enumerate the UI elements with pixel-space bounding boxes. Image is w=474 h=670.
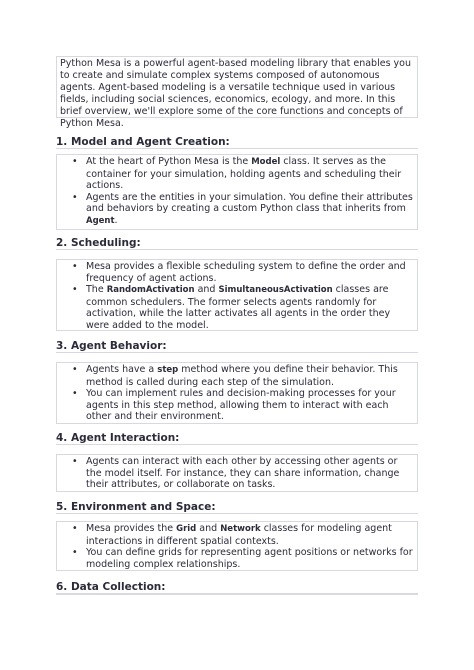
list-item: • Agents can interact with each other by accessing other agents or the model itself. For instance, they can share information, change their attributes, or collaborate on tasks. [86,456,414,491]
section-heading-interaction: 4. Agent Interaction: [56,432,418,445]
section-heading-model: 1. Model and Agent Creation: [56,136,418,149]
list-item: • Mesa provides the Grid and Network classes for modeling agent interactions in different spatial contexts. [86,523,414,547]
section-heading-environment: 5. Environment and Space: [56,501,418,514]
section-heading-data-collection: 6. Data Collection: [56,581,418,594]
section-list-behavior [56,362,418,424]
list-item: • Agents have a step method where you define their behavior. This method is called during each step of the simulation. [86,364,414,388]
list-item: • The RandomActivation and SimultaneousActivation classes are common schedulers. The former selects agents randomly for activation, while the latter activates all agents in the order they were added to the model. [86,284,414,331]
section-list-data-collection [56,594,418,595]
section-list-interaction [56,454,418,492]
bullet-list [60,156,414,227]
code-term: RandomActivation [106,285,195,295]
code-term: SimultaneousActivation [218,285,333,295]
section-heading-scheduling: 2. Scheduling: [56,237,418,250]
section-list-model [56,154,418,230]
bullet-list [60,523,414,570]
section-list-environment [56,521,418,571]
section-heading-behavior: 3. Agent Behavior: [56,340,418,353]
bullet-list [60,261,414,331]
list-item: • At the heart of Python Mesa is the Model class. It serves as the container for your simulation, holding agents and scheduling their actions. [86,156,414,192]
code-term: Agent [86,215,115,226]
bullet-list [60,364,414,423]
intro-paragraph: Python Mesa is a powerful agent-based modeling library that enables you to create and simulate complex systems composed of autonomous agents. Agent-based modeling is a versatile technique used in various fields, including social sciences, economics, ecology, and more. In this brief overview, we'll explore some of the core functions and concepts of Python Mesa. [56,56,418,118]
list-item: • You can implement rules and decision-making processes for your agents in this step method, allowing them to interact with each other and their environment. [86,388,414,423]
list-item: • Agents are the entities in your simulation. You define their attributes and behaviors by creating a custom Python class that inherits from Agent. [86,192,414,228]
bullet-list [60,456,414,491]
code-term: Grid [176,524,197,534]
list-item: • You can define grids for representing agent positions or networks for modeling complex relationships. [86,547,414,570]
code-term: Network [220,524,261,534]
section-list-scheduling [56,259,418,331]
code-term: Model [251,157,281,167]
code-term: step [157,365,179,375]
list-item: • Mesa provides a flexible scheduling system to define the order and frequency of agent actions. [86,261,414,284]
